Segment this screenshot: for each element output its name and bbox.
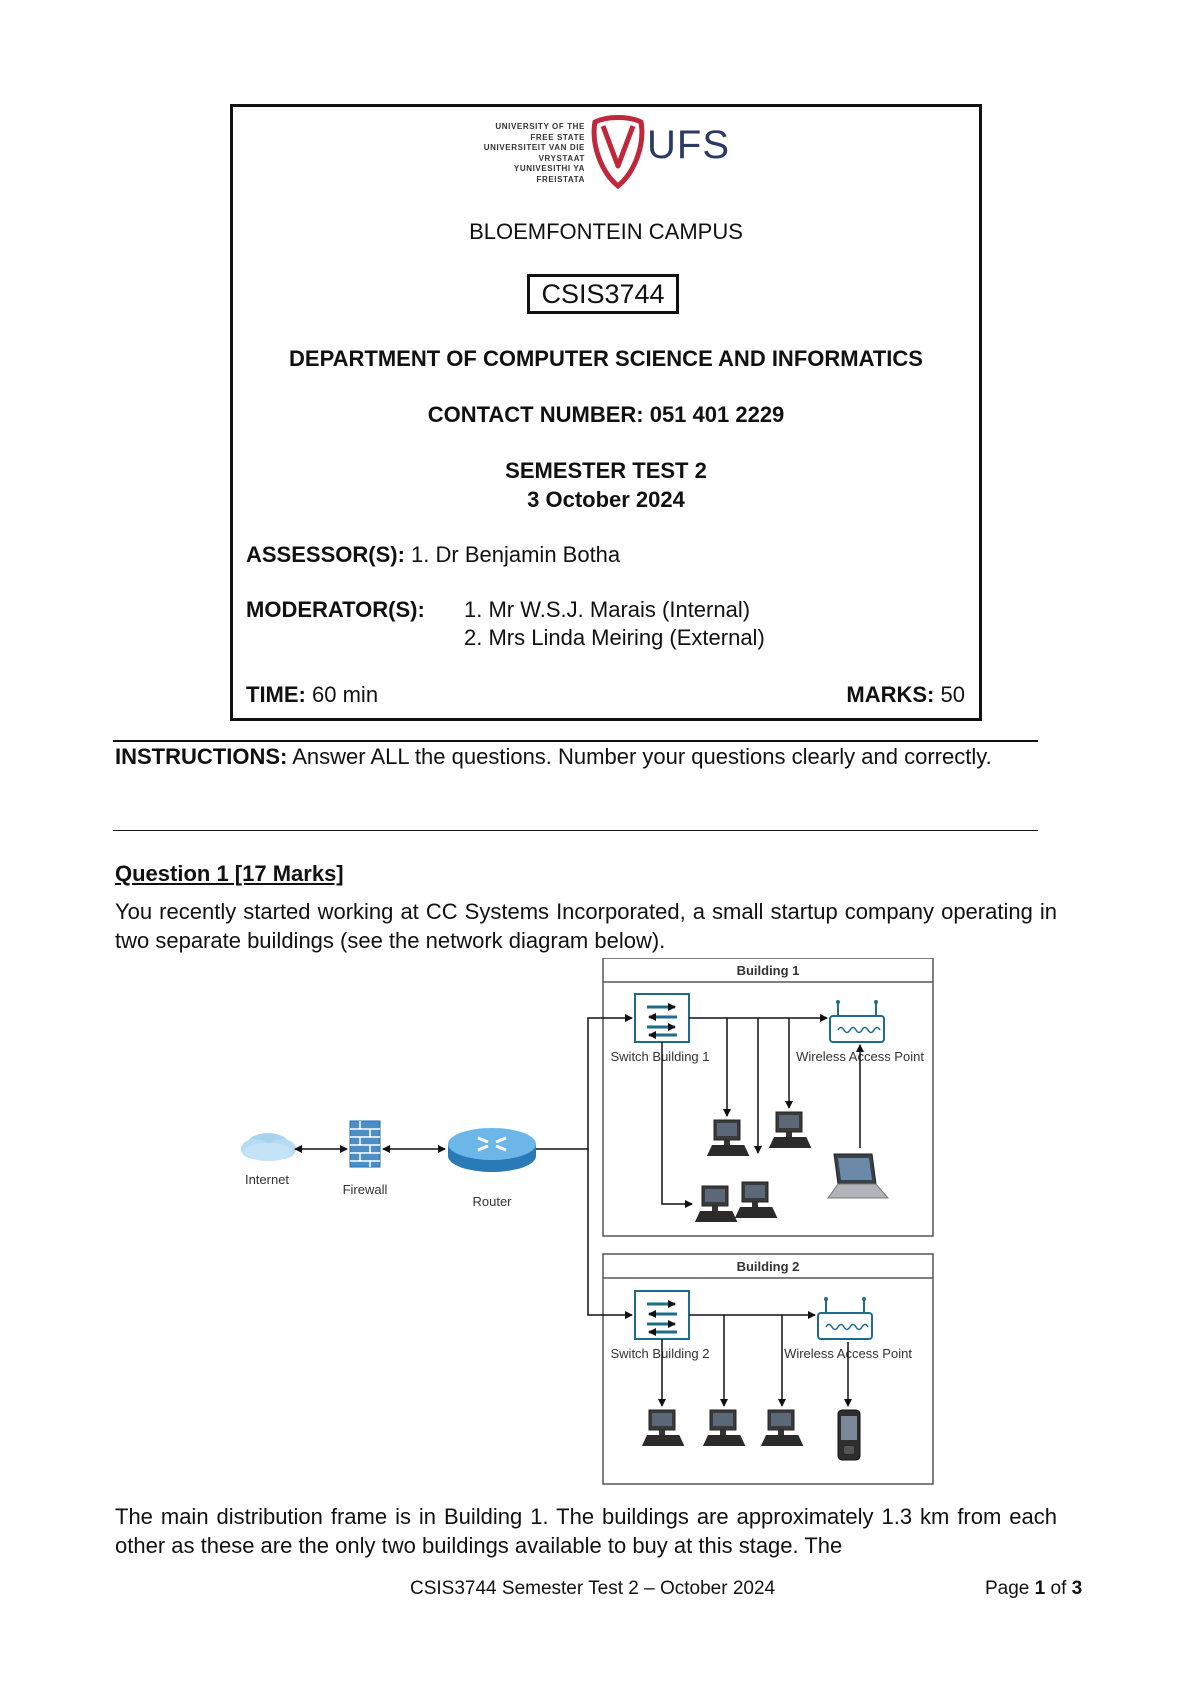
moderator-item: 1. Mr W.S.J. Marais (Internal): [464, 597, 751, 622]
desktop-pc-icon: [769, 1112, 812, 1148]
test-title: SEMESTER TEST 2: [505, 458, 707, 483]
page-number: [985, 1578, 1082, 1600]
logo-line: FREE STATE: [530, 132, 585, 142]
logo-line: UNIVERSITEIT VAN DIE: [483, 143, 585, 152]
internet-label: Internet: [244, 1172, 290, 1187]
access-point-1-label: Wireless Access Point: [796, 1049, 924, 1064]
instructions-text: Answer ALL the questions. Number your questions clearly and correctly.: [292, 744, 992, 769]
logo-line: YUNIVESITHI YA: [513, 164, 585, 173]
switch-icon: [635, 994, 689, 1042]
page-word: Page: [985, 1578, 1030, 1599]
desktop-pc-icon: [761, 1410, 804, 1446]
time-row: [246, 682, 378, 708]
firewall-icon: [350, 1121, 380, 1167]
desktop-pc-icon: [707, 1120, 750, 1156]
question-heading: Question 1 [17 Marks]: [115, 861, 344, 886]
moderator-label: MODERATOR(S):: [246, 597, 425, 622]
contact-number: CONTACT NUMBER: 051 401 2229: [427, 402, 785, 427]
access-point-icon: [830, 1000, 884, 1042]
logo-line: VRYSTAAT: [538, 153, 585, 163]
building-2-frame: [603, 1254, 933, 1484]
desktop-pc-icon: [695, 1186, 738, 1222]
building-2-title: Building 2: [736, 1259, 800, 1274]
assessor-label: ASSESSOR(S):: [246, 542, 405, 567]
firewall-label: Firewall: [342, 1182, 388, 1197]
logo-line: UNIVERSITY OF THE: [495, 122, 585, 131]
question-paragraph: The main distribution frame is in Building 1. The buildings are approximately 1.3 km from each other as these are the only two buildings available to buy at this stage. The: [115, 1504, 1057, 1558]
instructions: [115, 743, 1019, 771]
ufs-logo: [455, 112, 755, 192]
campus-name: BLOEMFONTEIN CAMPUS: [469, 219, 743, 244]
department-name: DEPARTMENT OF COMPUTER SCIENCE AND INFORMATICS: [289, 346, 923, 371]
assessor-value: 1. Dr Benjamin Botha: [411, 542, 621, 567]
ufs-emblem-icon: [589, 114, 647, 190]
access-point-icon: [818, 1297, 872, 1339]
network-diagram: [230, 958, 950, 1488]
router-label: Router: [472, 1194, 512, 1209]
divider: [113, 740, 1038, 742]
logo-line: FREISTATA: [536, 174, 585, 184]
divider: [113, 830, 1038, 831]
question-paragraph: You recently started working at CC Systems Incorporated, a small startup company operating in two separate buildings (see the network diagram below).: [115, 899, 1057, 953]
instructions-label: INSTRUCTIONS:: [115, 744, 288, 769]
assessor-row: [246, 542, 620, 568]
marks-row: [800, 682, 965, 708]
cloud-icon: [241, 1133, 296, 1161]
mobile-phone-icon: [838, 1410, 860, 1460]
switch-icon: [635, 1291, 689, 1339]
footer-text: CSIS3744 Semester Test 2 – October 2024: [410, 1578, 776, 1599]
logo-abbreviation: UFS: [647, 123, 730, 167]
page-of: of: [1050, 1578, 1067, 1599]
course-code: CSIS3744: [527, 274, 679, 314]
laptop-icon: [828, 1154, 888, 1198]
desktop-pc-icon: [703, 1410, 746, 1446]
time-label: TIME:: [246, 682, 306, 707]
access-point-2-label: Wireless Access Point: [784, 1346, 912, 1361]
router-icon: [448, 1128, 536, 1172]
time-value: 60 min: [312, 682, 379, 707]
moderator-item: 2. Mrs Linda Meiring (External): [464, 625, 765, 650]
marks-value: 50: [940, 682, 965, 707]
switch-building-1-label: Switch Building 1: [610, 1049, 710, 1064]
test-date: 3 October 2024: [527, 487, 685, 512]
switch-building-2-label: Switch Building 2: [610, 1346, 710, 1361]
page-total: 3: [1071, 1578, 1083, 1599]
desktop-pc-icon: [735, 1182, 778, 1218]
page-current: 1: [1034, 1578, 1046, 1599]
desktop-pc-icon: [642, 1410, 685, 1446]
marks-label: MARKS:: [846, 682, 935, 707]
building-1-title: Building 1: [736, 963, 800, 978]
